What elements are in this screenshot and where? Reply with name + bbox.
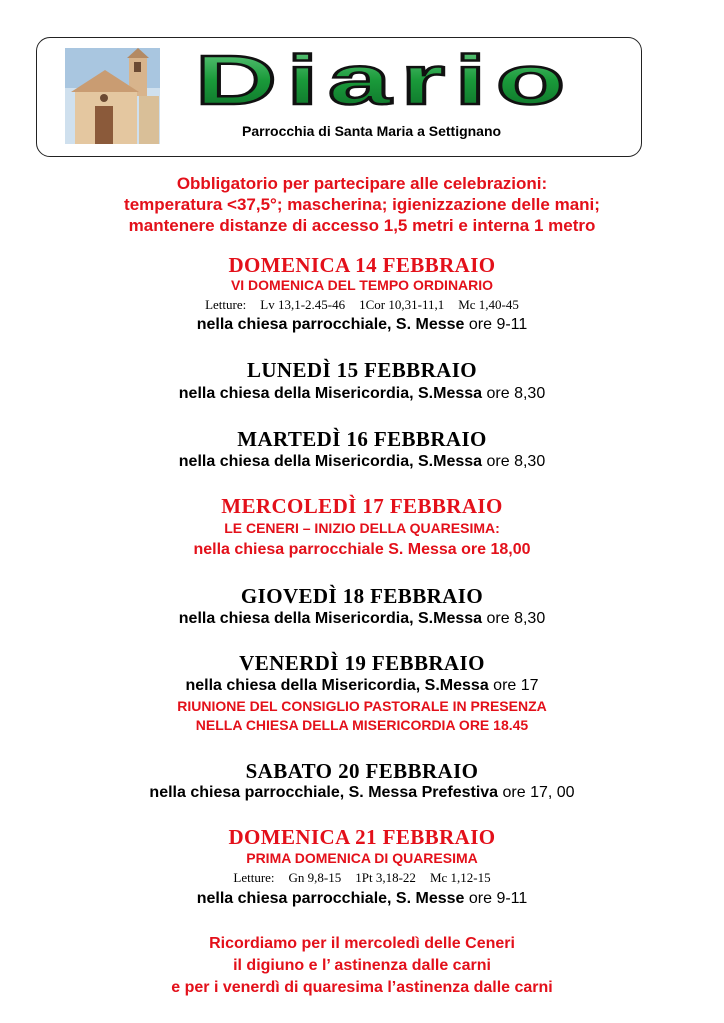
mass-line-fri19 — [0, 677, 724, 695]
mass-time: ore 9-11 — [468, 316, 528, 333]
mass-location: nella chiesa parrocchiale, S. Messe — [196, 316, 465, 333]
day-title-sun14: DOMENICA 14 FEBBRAIO — [228, 253, 496, 277]
notice-line-1: Obbligatorio per partecipare alle celebrazioni: — [176, 174, 548, 193]
mass-time: ore 9-11 — [468, 890, 528, 907]
svg-text:Diario: Diario — [195, 46, 575, 112]
mass-location: nella chiesa della Misericordia, S.Messa — [178, 385, 483, 402]
mass-line-sun14 — [0, 316, 724, 334]
reminder-line-2: il digiuno e l’ astinenza dalle carni — [233, 957, 491, 974]
header-box — [36, 37, 642, 157]
note-fri19-1: RIUNIONE DEL CONSIGLIO PASTORALE IN PRESENZA — [177, 698, 547, 714]
reminder-line-1: Ricordiamo per il mercoledì delle Ceneri — [209, 935, 515, 952]
mass-time: ore 8,30 — [486, 385, 546, 402]
mass-line-sun21 — [0, 890, 724, 908]
mass-time: ore 8,30 — [486, 453, 546, 470]
day-title-fri19: VENERDÌ 19 FEBBRAIO — [239, 651, 485, 675]
mass-line-thu18 — [0, 610, 724, 628]
mass-location: nella chiesa della Misericordia, S.Messa — [185, 677, 489, 694]
mass-location: nella chiesa della Misericordia, S.Messa — [178, 453, 483, 470]
readings-label: Letture: — [233, 870, 275, 885]
mass-time: ore 17 — [493, 677, 539, 694]
day-sub-wed17: LE CENERI – INIZIO DELLA QUARESIMA: — [224, 520, 500, 536]
mass-line-tue16 — [0, 453, 724, 471]
reading-2: 1Cor 10,31-11,1 — [359, 297, 445, 312]
readings-sun14 — [0, 297, 724, 313]
mass-line-wed17: nella chiesa parrocchiale S. Messa ore 18,00 — [193, 541, 531, 558]
mass-location: nella chiesa parrocchiale, S. Messa Prefestiva — [149, 784, 499, 801]
mass-line-mon15 — [0, 385, 724, 403]
parish-name: Parrocchia di Santa Maria a Settignano — [242, 123, 502, 139]
mass-time: ore 8,30 — [486, 610, 546, 627]
day-sub-sun14: VI DOMENICA DEL TEMPO ORDINARIO — [230, 277, 494, 293]
reminder-line-3: e per i venerdì di quaresima l’astinenza dalle carni — [171, 979, 553, 996]
mass-location: nella chiesa parrocchiale, S. Messe — [196, 890, 465, 907]
day-title-tue16: MARTEDÌ 16 FEBBRAIO — [237, 427, 487, 451]
mass-line-sat20 — [0, 784, 724, 802]
readings-sun21 — [0, 870, 724, 886]
day-title-wed17: MERCOLEDÌ 17 FEBBRAIO — [221, 494, 503, 518]
reading-1: Gn 9,8-15 — [288, 870, 342, 885]
day-title-thu18: GIOVEDÌ 18 FEBBRAIO — [240, 584, 484, 608]
reading-2: 1Pt 3,18-22 — [355, 870, 416, 885]
mass-time: ore 17, 00 — [502, 784, 575, 801]
reading-3: Mc 1,12-15 — [429, 870, 491, 885]
day-title-mon15: LUNEDÌ 15 FEBBRAIO — [246, 358, 478, 382]
day-sub-sun21: PRIMA DOMENICA DI QUARESIMA — [246, 850, 478, 866]
mass-location: nella chiesa della Misericordia, S.Messa — [178, 610, 483, 627]
notice-line-3: mantenere distanze di accesso 1,5 metri e interna 1 metro — [128, 216, 596, 235]
day-title-sun21: DOMENICA 21 FEBBRAIO — [228, 825, 496, 849]
reading-3: Mc 1,40-45 — [458, 297, 519, 312]
reading-1: Lv 13,1-2.45-46 — [260, 297, 346, 312]
note-fri19-2: NELLA CHIESA DELLA MISERICORDIA ORE 18.45 — [195, 717, 529, 733]
diario-logo — [185, 46, 585, 112]
church-image — [65, 48, 160, 144]
notice-line-2: temperatura <37,5°; mascherina; igienizzazione delle mani; — [124, 195, 600, 214]
readings-label: Letture: — [205, 297, 247, 312]
day-title-sat20: SABATO 20 FEBBRAIO — [245, 759, 479, 783]
